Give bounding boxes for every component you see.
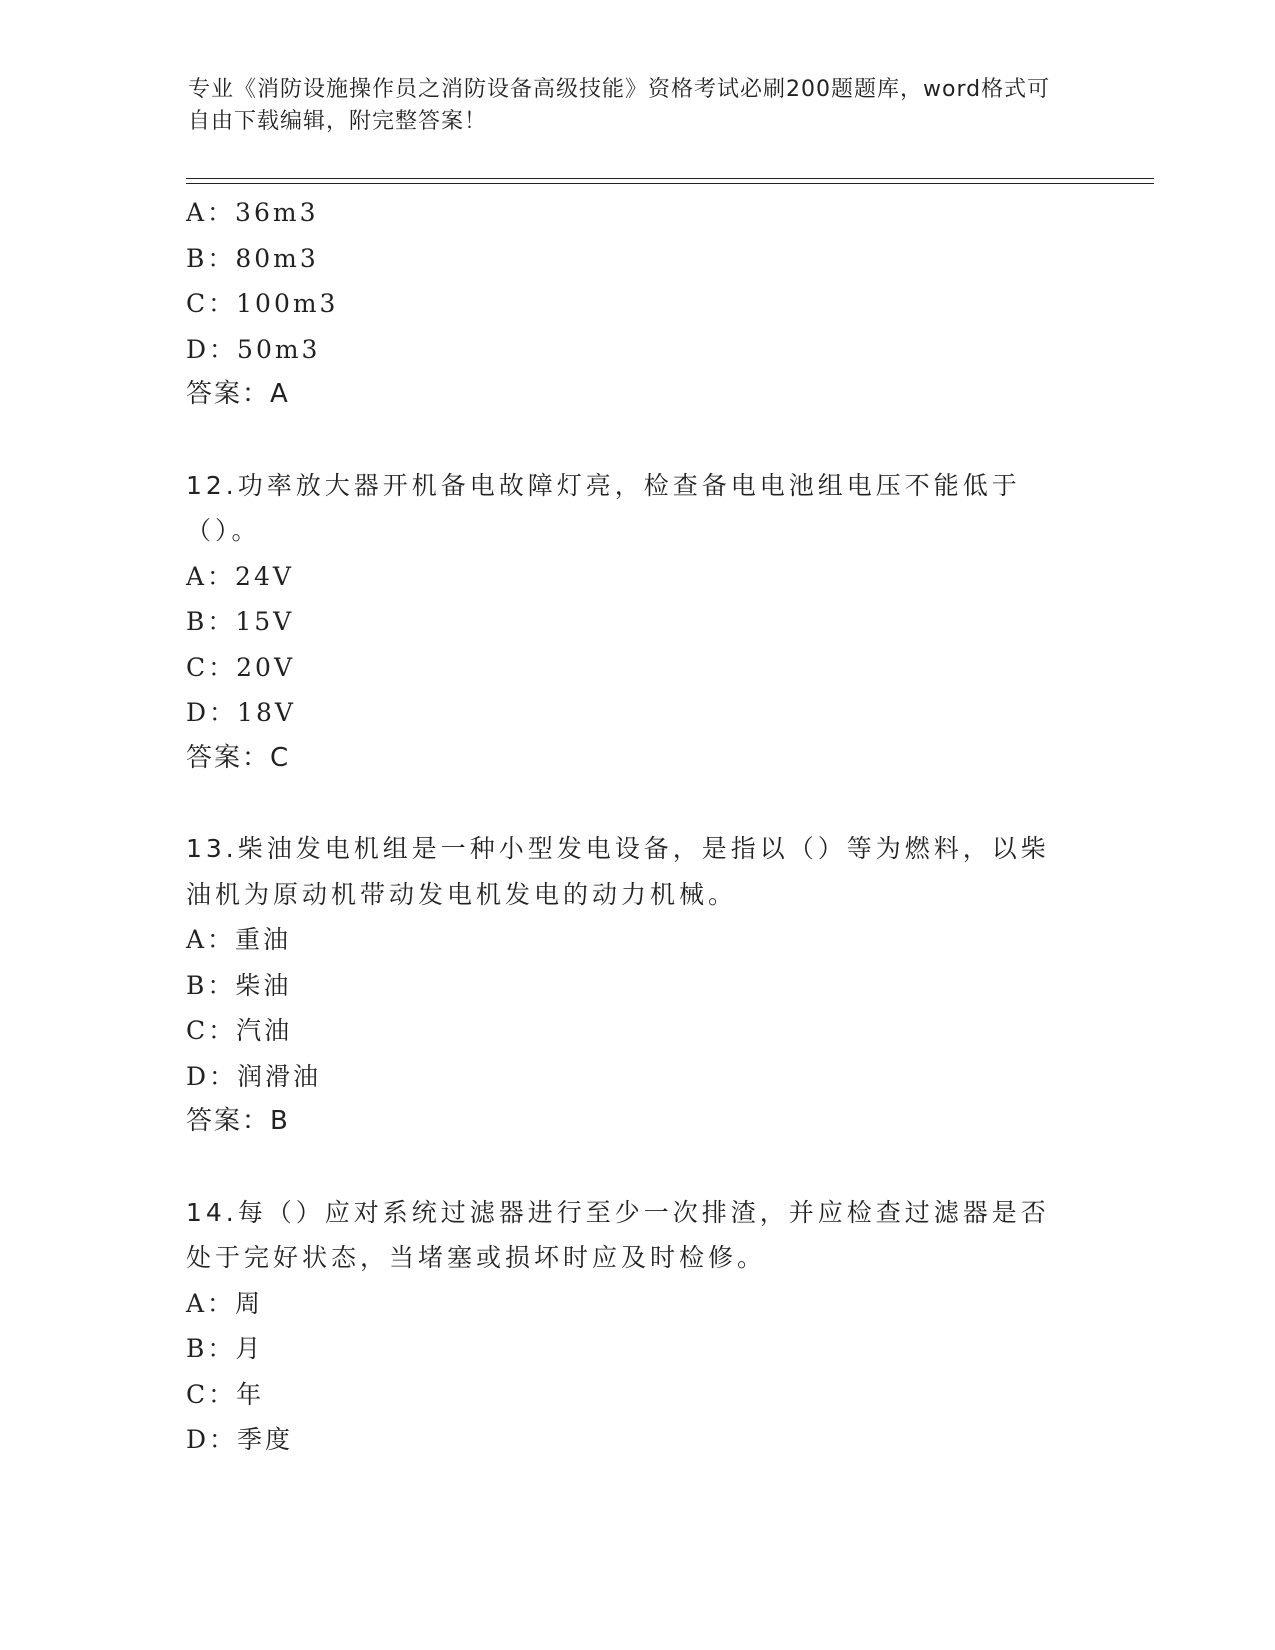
option-a: A：重油: [186, 925, 292, 954]
question-text: 13.柴油发电机组是一种小型发电设备，是指以（）等为燃料，以柴油机为原动机带动发电机发电的动力机械。: [186, 834, 1050, 909]
option-b: B：柴油: [186, 970, 292, 1000]
answer-line: 答案：B: [186, 1106, 290, 1136]
question-13-block: [186, 826, 1086, 1145]
option-c: C：年: [186, 1379, 265, 1409]
option-d: D：50m3: [186, 334, 321, 364]
option-d: D：季度: [186, 1425, 294, 1454]
question-list: [186, 190, 1086, 1463]
answer-line: 答案：A: [186, 379, 290, 409]
answer-line: 答案：C: [186, 742, 291, 773]
question-14-block: [186, 1190, 1086, 1463]
question-12-block: [186, 463, 1086, 782]
question-text: 14.每（）应对系统过滤器进行至少一次排渣，并应检查过滤器是否处于完好状态，当堵塞或损坏时应及时检修。: [186, 1197, 1050, 1272]
option-c: C：100m3: [186, 289, 339, 318]
option-b: B：15V: [186, 607, 295, 636]
header-rule-bottom: [186, 183, 1154, 184]
option-a: A：24V: [186, 561, 294, 591]
header-rule-top: [186, 178, 1154, 179]
document-header: 专业《消防设施操作员之消防设备高级技能》资格考试必刷200题题库，word格式可自由下载编辑，附完整答案！: [188, 77, 1051, 134]
option-d: D：18V: [186, 698, 296, 727]
option-d: D：润滑油: [186, 1061, 322, 1091]
question-text: 12.功率放大器开机备电故障灯亮，检查备电电池组电压不能低于（）。: [186, 470, 1021, 545]
option-b: B：80m3: [186, 243, 319, 273]
option-a: A：36m3: [186, 198, 319, 227]
option-c: C：汽油: [186, 1016, 293, 1045]
spacer: [186, 1145, 1086, 1190]
spacer: [186, 418, 1086, 463]
option-c: C：20V: [186, 652, 295, 682]
option-a: A：周: [186, 1288, 264, 1318]
spacer: [186, 781, 1086, 826]
option-b: B：月: [186, 1334, 264, 1363]
question-11-block: [186, 190, 1086, 418]
